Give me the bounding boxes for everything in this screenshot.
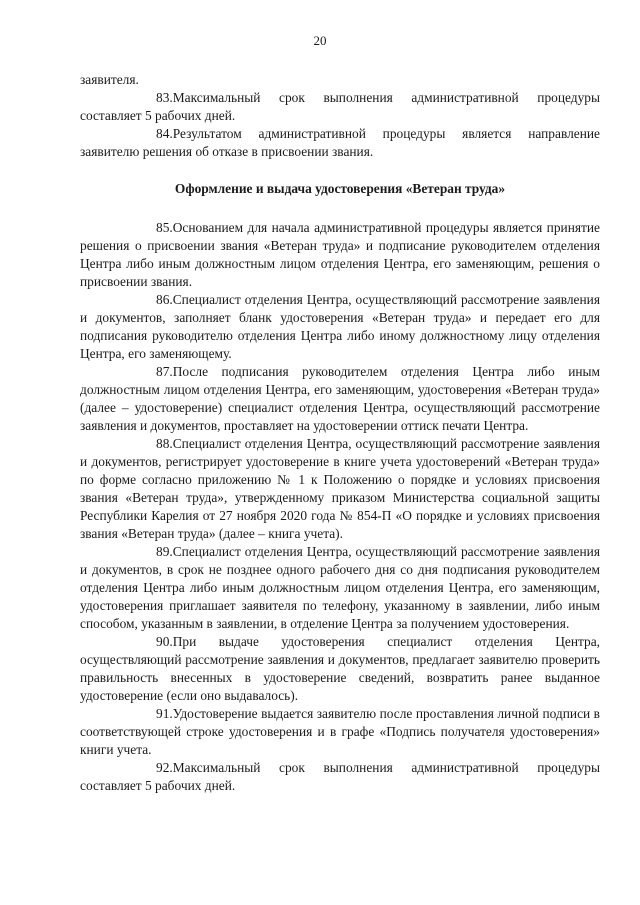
paragraph-text: Основанием для начала административной процедуры является принятие решения о присвоении звания «Ветеран труда» и подписание руководителем отделения Центра либо иным должностным лицом отделения Центра, его заменяющим, решения о присвоении звания. (80, 220, 600, 289)
paragraph-text: Максимальный срок выполнения административной процедуры составляет 5 рабочих дней. (80, 760, 600, 793)
paragraph-number: 88. (156, 436, 173, 451)
paragraph-number: 87. (156, 364, 173, 379)
paragraph-91 (80, 705, 600, 759)
paragraph-text: После подписания руководителем отделения Центра либо иным должностным лицом отделения Центра, его заменяющим, удостоверения «Ветеран труда» (далее – удостоверение) специалист отделения Центра, осуществляющий рассмотрение заявления и документов, проставляет на удостоверении оттиск печати Центра. (80, 364, 600, 433)
paragraph-88 (80, 435, 600, 543)
paragraph-text: При выдаче удостоверения специалист отделения Центра, осуществляющий рассмотрение заявления и документов, предлагает заявителю проверить правильность внесенных в удостоверение сведений, возвратить ранее выданное удостоверение (если оно выдавалось). (80, 634, 600, 703)
paragraph-text: Результатом административной процедуры является направление заявителю решения об отказе в присвоении звания. (80, 126, 600, 159)
paragraph-number: 84. (156, 126, 173, 141)
paragraph-number: 89. (156, 544, 173, 559)
paragraph-86 (80, 291, 600, 363)
paragraph-number: 86. (156, 292, 173, 307)
paragraphs-after-heading (80, 219, 600, 795)
paragraph-number: 90. (156, 634, 173, 649)
paragraph-text: Специалист отделения Центра, осуществляющий рассмотрение заявления и документов, в срок не позднее одного рабочего дня со дня подписания руководителем отделения Центра либо иным должностным лицом отделения Центра, его заменяющим, удостоверения приглашает заявителя по телефону, указанному в заявлении, либо иным способом, указанным в заявлении, в отделение Центра за получением удостоверения. (80, 544, 600, 631)
paragraph-number: 91. (156, 706, 173, 721)
paragraph-number: 83. (156, 90, 173, 105)
paragraph-number: 92. (156, 760, 173, 775)
paragraph-89 (80, 543, 600, 633)
continuation-text: заявителя. (80, 72, 139, 87)
paragraph-text: Специалист отделения Центра, осуществляющий рассмотрение заявления и документов, заполняет бланк удостоверения «Ветеран труда» и передает его для подписания руководителю отделения Центра либо иному должностному лицу отделения Центра, его заменяющему. (80, 292, 600, 361)
paragraph-85 (80, 219, 600, 291)
section-heading: Оформление и выдача удостоверения «Ветеран труда» (174, 181, 506, 196)
paragraph-number: 85. (156, 220, 173, 235)
paragraph-text: Максимальный срок выполнения административной процедуры составляет 5 рабочих дней. (80, 90, 600, 123)
paragraphs-before-heading (80, 89, 600, 161)
page-number: 20 (313, 33, 327, 48)
paragraph-83 (80, 89, 600, 125)
paragraph-90 (80, 633, 600, 705)
paragraph-87 (80, 363, 600, 435)
paragraph-text: Специалист отделения Центра, осуществляющий рассмотрение заявления и документов, регистрирует удостоверение в книге учета удостоверений «Ветеран труда» по форме согласно приложению № 1 к Положению о порядке и условиях присвоения звания «Ветеран труда», утвержденному приказом Министерства социальной защиты Республики Карелия от 27 ноября 2020 года № 854-П «О порядке и условиях присвоения звания «Ветеран труда» (далее – книга учета). (80, 436, 600, 541)
paragraph-92 (80, 759, 600, 795)
paragraph-84 (80, 125, 600, 161)
paragraph-text: Удостоверение выдается заявителю после проставления личной подписи в соответствующей строке удостоверения и в графе «Подпись получателя удостоверения» книги учета. (80, 706, 600, 757)
document-body (80, 71, 600, 795)
